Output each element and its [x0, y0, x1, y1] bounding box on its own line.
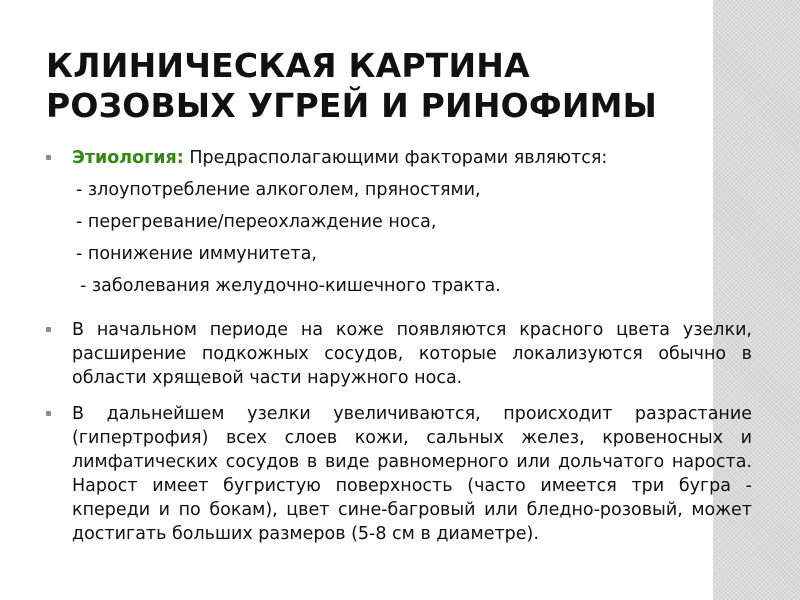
etiology-item: - заболевания желудочно-кишечного тракта. [80, 276, 501, 296]
bullet-etiology [46, 146, 752, 298]
etiology-heading [72, 146, 752, 170]
etiology-item: - перегревание/переохлаждение носа, [76, 212, 437, 232]
slide-title-line-2: РОЗОВЫХ УГРЕЙ И РИНОФИМЫ [46, 86, 658, 125]
bullet-initial-period [46, 318, 752, 390]
slide-title-line-1: КЛИНИЧЕСКАЯ КАРТИНА [46, 46, 530, 85]
slide-content [46, 146, 752, 558]
paragraph-later-stage: В дальнейшем узелки увеличиваются, происходит разрастание (гипертрофия) всех слоев кожи, сальных желез, кровеносных и лимфатических сосудов в виде равномерного или дольчатого нароста. Нарост имеет бугристую поверхность (часто имеется три бугра - кпереди и по бокам), цвет сине-багровый или бледно-розовый, может достигать больших размеров (5-8 см в диаметре). [72, 404, 752, 544]
bullet-square-icon [46, 155, 51, 160]
etiology-item: - понижение иммунитета, [76, 244, 317, 264]
slide-title [46, 46, 706, 126]
etiology-intro: Предрасполагающими факторами являются: [183, 148, 608, 168]
bullet-square-icon [46, 327, 51, 332]
bullet-later-stage [46, 402, 752, 546]
paragraph-initial-period: В начальном периоде на коже появляются красного цвета узелки, расширение подкожных сосудов, которые локализуются обычно в области хрящевой части наружного носа. [72, 320, 752, 388]
etiology-item: - злоупотребление алкоголем, пряностями, [76, 180, 481, 200]
bullet-square-icon [46, 411, 51, 416]
etiology-label: Этиология: [72, 148, 184, 168]
